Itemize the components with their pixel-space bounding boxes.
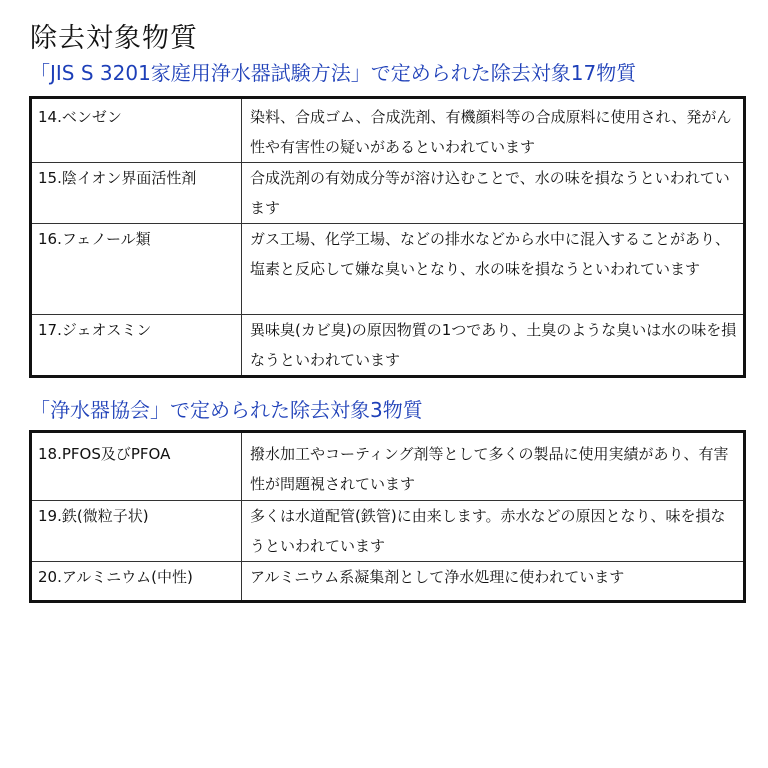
substance-name: 17.ジェオスミン [31,315,242,377]
page-title: 除去対象物質 [30,23,198,54]
substance-name: 14.ベンゼン [31,98,242,163]
substance-description: 異味臭(カビ臭)の原因物質の1つであり、土臭のような臭いは水の味を損なうといわれています [242,315,745,377]
substance-description: 撥水加工やコーティング剤等として多くの製品に使用実績があり、有害性が問題視されています [242,432,745,501]
substance-description: アルミニウム系凝集剤として浄水処理に使われています [242,562,745,602]
substance-table-jis [29,96,746,378]
substance-name: 19.鉄(微粒子状) [31,501,242,562]
section-heading-jis: 「JIS S 3201家庭用浄水器試験方法」で定められた除去対象17物質 [30,61,637,85]
section-heading-association: 「浄水器協会」で定められた除去対象3物質 [30,398,423,422]
substance-description: 多くは水道配管(鉄管)に由来します。赤水などの原因となり、味を損なうといわれています [242,501,745,562]
table-row [31,562,745,602]
substance-name: 15.陰イオン界面活性剤 [31,163,242,224]
table-row [31,98,745,163]
substance-description: 染料、合成ゴム、合成洗剤、有機顔料等の合成原料に使用され、発がん性や有害性の疑いがあるといわれています [242,98,745,163]
table-row [31,501,745,562]
substance-description: 合成洗剤の有効成分等が溶け込むことで、水の味を損なうといわれています [242,163,745,224]
substance-name: 18.PFOS及びPFOA [31,432,242,501]
substance-table-association [29,430,746,603]
substance-name: 20.アルミニウム(中性) [31,562,242,602]
table-row [31,163,745,224]
table-row [31,315,745,377]
table-row [31,224,745,315]
substance-description: ガス工場、化学工場、などの排水などから水中に混入することがあり、塩素と反応して嫌な臭いとなり、水の味を損なうといわれています [242,224,745,315]
substance-name: 16.フェノール類 [31,224,242,315]
table-row [31,432,745,501]
